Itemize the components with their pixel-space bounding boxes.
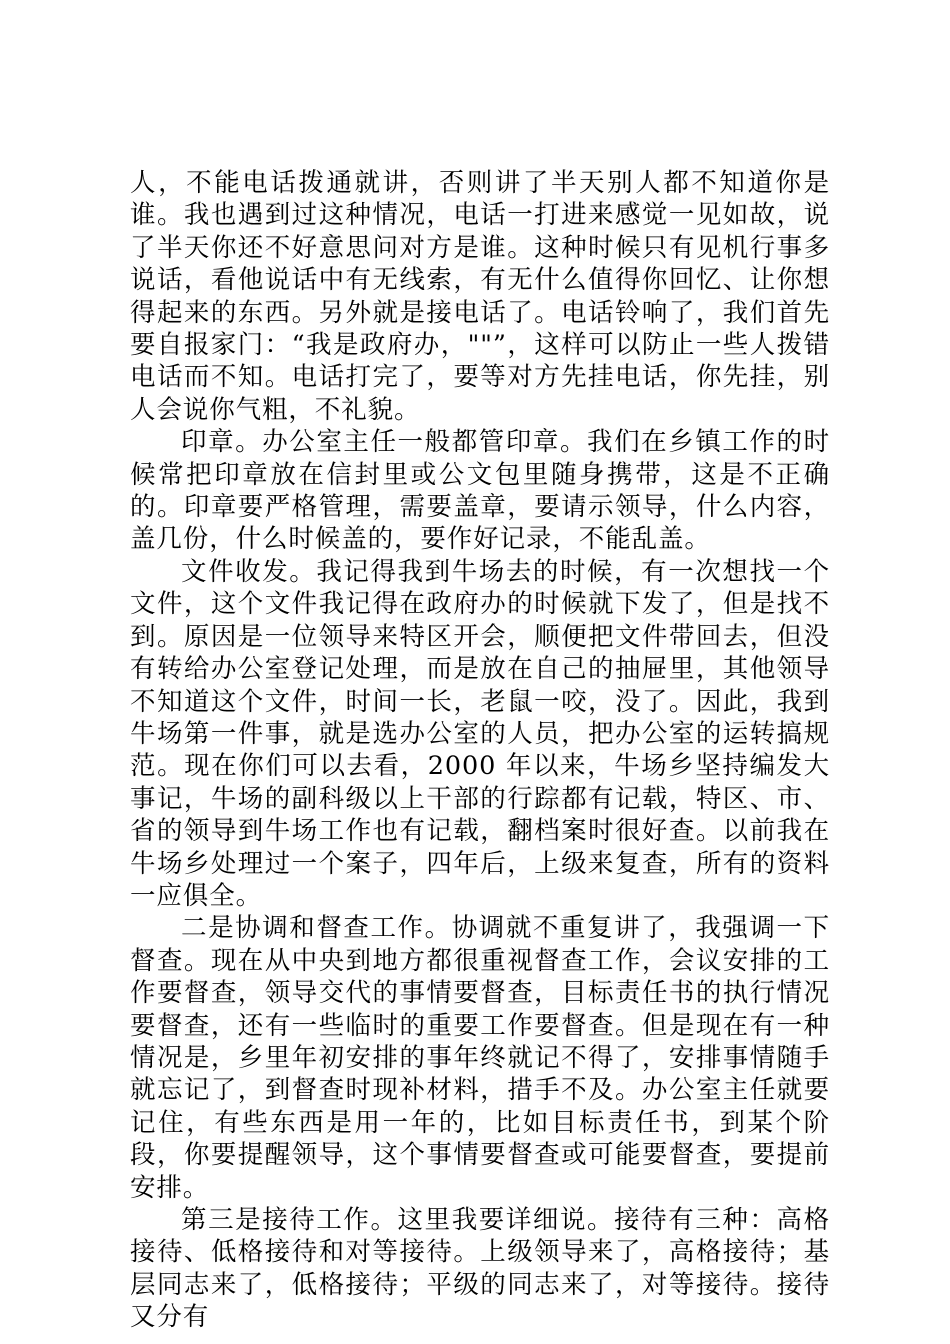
paragraph-coordination-supervision: 二是协调和督查工作。协调就不重复讲了，我强调一下督查。现在从中央到地方都很重视督查工作，会议安排的工作要督查，领导交代的事情要督查，目标责任书的执行情况要督查，还有一些临时的重要工作要督查。但是现在有一种情况是，乡里年初安排的事年终就记不得了，安排事情随手就忘记了，到督查时现补材料，措手不及。办公室主任就要记住，有些东西是用一年的，比如目标责任书，到某个阶段，你要提醒领导，这个事情要督查或可能要督查，要提前安排。 bbox=[130, 913, 830, 1203]
paragraph-reception: 第三是接待工作。这里我要详细说。接待有三种：高格接待、低格接待和对等接待。上级领导来了，高格接待；基层同志来了，低格接待；平级的同志来了，对等接待。接待又分有 bbox=[130, 1205, 830, 1333]
paragraph-document-handling: 文件收发。我记得我到牛场去的时候，有一次想找一个文件，这个文件我记得在政府办的时候就下发了，但是找不到。原因是一位领导来特区开会，顺便把文件带回去，但没有转给办公室登记处理，而是放在自己的抽屉里，其他领导不知道这个文件，时间一长，老鼠一咬，没了。因此，我到牛场第一件事，就是选办公室的人员，把办公室的运转搞规范。现在你们可以去看，2000 年以来，牛场乡坚持编发大事记，牛场的副科级以上干部的行踪都有记载，特区、市、省的领导到牛场工作也有记载，翻档案时很好查。以前我在牛场乡处理过一个案子，四年后，上级来复查，所有的资料一应俱全。 bbox=[130, 556, 830, 911]
paragraph-phone-etiquette: 人，不能电话拨通就讲，否则讲了半天别人都不知道你是谁。我也遇到过这种情况，电话一打进来感觉一见如故，说了半天你还不好意思问对方是谁。这种时候只有见机行事多说话，看他说话中有无线索，有无什么值得你回忆、让你想得起来的东西。另外就是接电话了。电话铃响了，我们首先要自报家门：“我是政府办，""”，这样可以防止一些人拨错电话而不知。电话打完了，要等对方先挂电话，你先挂，别人会说你气粗，不礼貌。 bbox=[130, 168, 830, 425]
document-body bbox=[130, 167, 830, 1334]
paragraph-seal: 印章。办公室主任一般都管印章。我们在乡镇工作的时候常把印章放在信封里或公文包里随身携带，这是不正确的。印章要严格管理，需要盖章，要请示领导，什么内容，盖几份，什么时候盖的，要作好记录，不能乱盖。 bbox=[130, 427, 830, 555]
